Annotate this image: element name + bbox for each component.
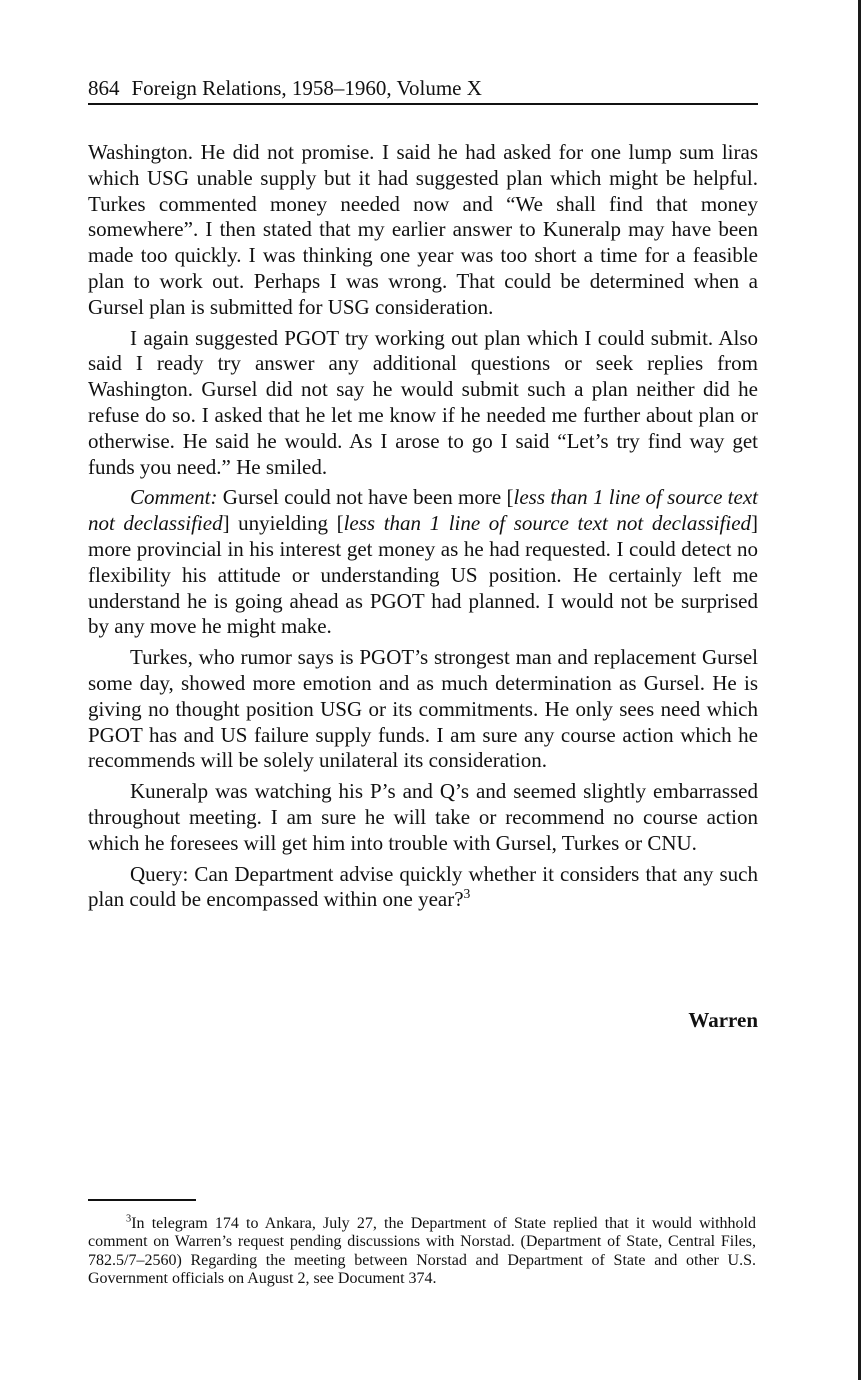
footnote <box>88 1215 756 1289</box>
footnote-marker: 3 <box>126 1213 132 1225</box>
comment-text-2: ] unyielding [ <box>222 511 344 536</box>
paragraph-4: Turkes, who rumor says is PGOT’s strongest man and replacement Gursel some day, showed more emotion and as much determination as Gursel. He is giving no thought position USG or its commitments. He only sees need which PGOT has and US failure supply funds. I am sure any course action which he recommends will be solely unilateral its consideration. <box>88 645 758 773</box>
page-number: 864 <box>88 76 120 100</box>
footnote-rule <box>88 1199 196 1201</box>
comment-text-3: ] more provincial in his interest get money as he had requested. I could detect no flexibility his attitude or understanding US position. He certainly left me understand he is going ahead as PGOT had planned. I would not be surprised by any move he might make. <box>88 511 759 639</box>
redaction-note-2: less than 1 line of source text not declassified <box>343 511 752 536</box>
signature: Warren <box>688 1008 758 1032</box>
paragraph-6 <box>88 862 758 914</box>
comment-text-1: Gursel could not have been more [ <box>217 485 514 510</box>
running-title: Foreign Relations, 1958–1960, Volume X <box>131 76 482 100</box>
document-body <box>88 140 758 918</box>
query-text: Query: Can Department advise quickly whether it considers that any such plan could be encompassed within one year? <box>88 861 758 912</box>
header-rule <box>88 103 758 105</box>
paragraph-5: Kuneralp was watching his P’s and Q’s and seemed slightly embarrassed throughout meeting. I am sure he will take or recommend no course action which he foresees will get him into trouble with Gursel, Turkes or CNU. <box>88 779 758 855</box>
running-header <box>88 74 758 102</box>
footnote-reference[interactable]: 3 <box>463 886 471 902</box>
paragraph-3 <box>88 485 758 640</box>
comment-label: Comment: <box>130 485 218 510</box>
paragraph-2: I again suggested PGOT try working out plan which I could submit. Also said I ready try answer any additional questions or seek replies from Washington. Gursel did not say he would submit such a plan neither did he refuse do so. I asked that he let me know if he needed me further about plan or otherwise. He said he would. As I arose to go I said “Let’s try find way get funds you need.” He smiled. <box>88 325 758 479</box>
redaction-note-1: less than 1 line of source text not declassified <box>88 485 758 536</box>
footnote-text: In telegram 174 to Ankara, July 27, the Department of State replied that it would withhold comment on Warren’s request pending discussions with Norstad. (Department of State, Central Files, 782.5/7–2560) Regarding the meeting between Norstad and Department of State and other U.S. Government officials on August 2, see Document 374. <box>88 1215 756 1288</box>
paragraph-1: Washington. He did not promise. I said he had asked for one lump sum liras which USG unable supply but it had suggested plan which might be helpful. Turkes commented money needed now and “We shall find that money somewhere”. I then stated that my earlier answer to Kuneralp may have been made too quickly. I was thinking one year was too short a time for a feasible plan to work out. Perhaps I was wrong. That could be determined when a Gursel plan is submitted for USG consideration. <box>88 140 758 319</box>
